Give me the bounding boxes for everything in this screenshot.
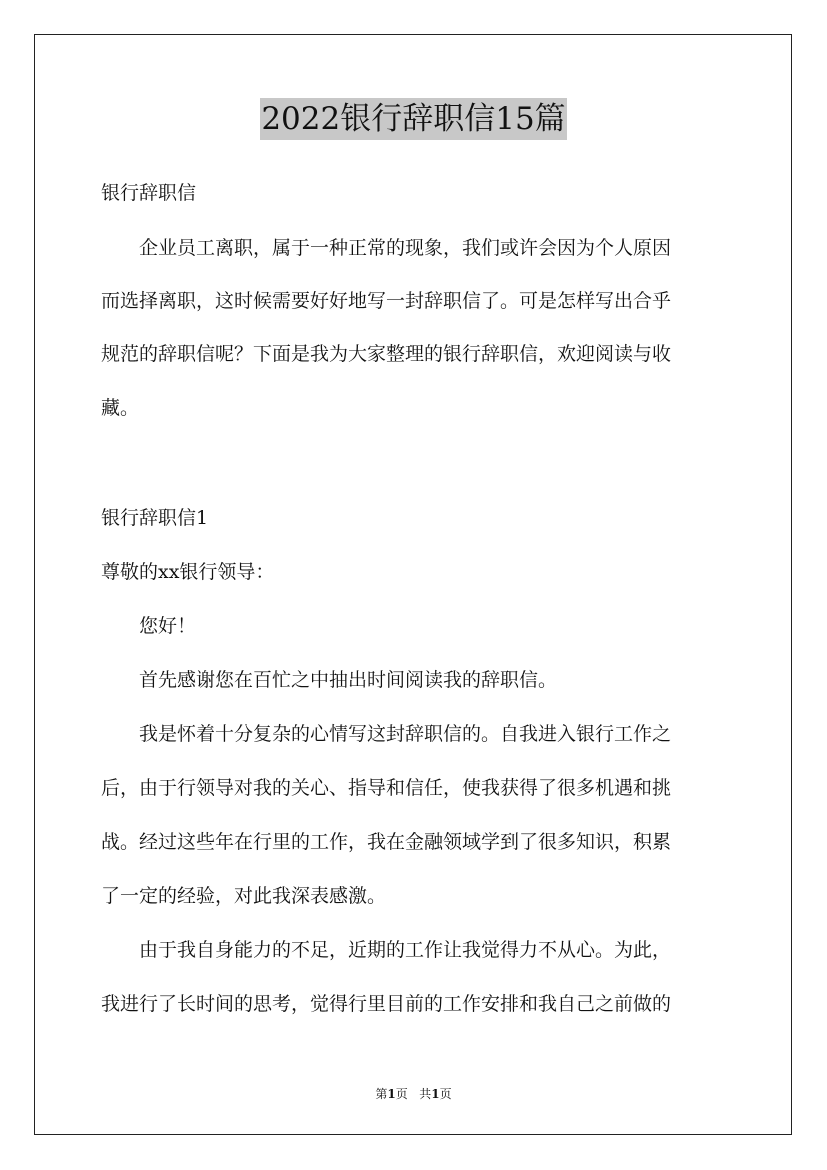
paragraph-line: 由于我自身能力的不足，近期的工作让我觉得力不从心。为此， <box>101 939 672 961</box>
paragraph-line: 我进行了长时间的思考，觉得行里目前的工作安排和我自己之前做的 <box>101 993 672 1015</box>
footer-total-prefix: 共 <box>419 1087 432 1101</box>
footer-page-suffix: 页 <box>395 1087 408 1101</box>
paragraph-line: 规范的辞职信呢？下面是我为大家整理的银行辞职信，欢迎阅读与收 <box>101 343 672 365</box>
paragraph-line: 首先感谢您在百忙之中抽出时间阅读我的辞职信。 <box>101 669 558 691</box>
paragraph-line: 后，由于行领导对我的关心、指导和信任，使我获得了很多机遇和挑 <box>101 777 672 799</box>
paragraph-line: 藏。 <box>101 397 140 419</box>
footer-total-suffix: 页 <box>439 1087 452 1101</box>
heading-line: 银行辞职信1 <box>101 507 209 529</box>
paragraph-line: 我是怀着十分复杂的心情写这封辞职信的。自我进入银行工作之 <box>101 723 672 745</box>
heading-line: 银行辞职信 <box>101 182 197 204</box>
footer-page-number: 1 <box>387 1087 396 1101</box>
document-title: 2022银行辞职信15篇 <box>260 98 566 140</box>
salutation-line: 尊敬的xx银行领导： <box>101 561 275 583</box>
footer-page-prefix: 第 <box>375 1087 388 1101</box>
paragraph-line: 企业员工离职，属于一种正常的现象，我们或许会因为个人原因 <box>101 237 672 259</box>
paragraph-line: 战。经过这些年在行里的工作，我在金融领域学到了很多知识，积累 <box>101 831 672 853</box>
greeting-line: 您好！ <box>101 615 197 637</box>
title-container <box>0 98 827 140</box>
footer-total-number: 1 <box>431 1087 440 1101</box>
paragraph-line: 而选择离职，这时候需要好好地写一封辞职信了。可是怎样写出合乎 <box>101 290 672 312</box>
paragraph-line: 了一定的经验，对此我深表感激。 <box>101 885 387 907</box>
page-footer <box>0 1085 827 1102</box>
